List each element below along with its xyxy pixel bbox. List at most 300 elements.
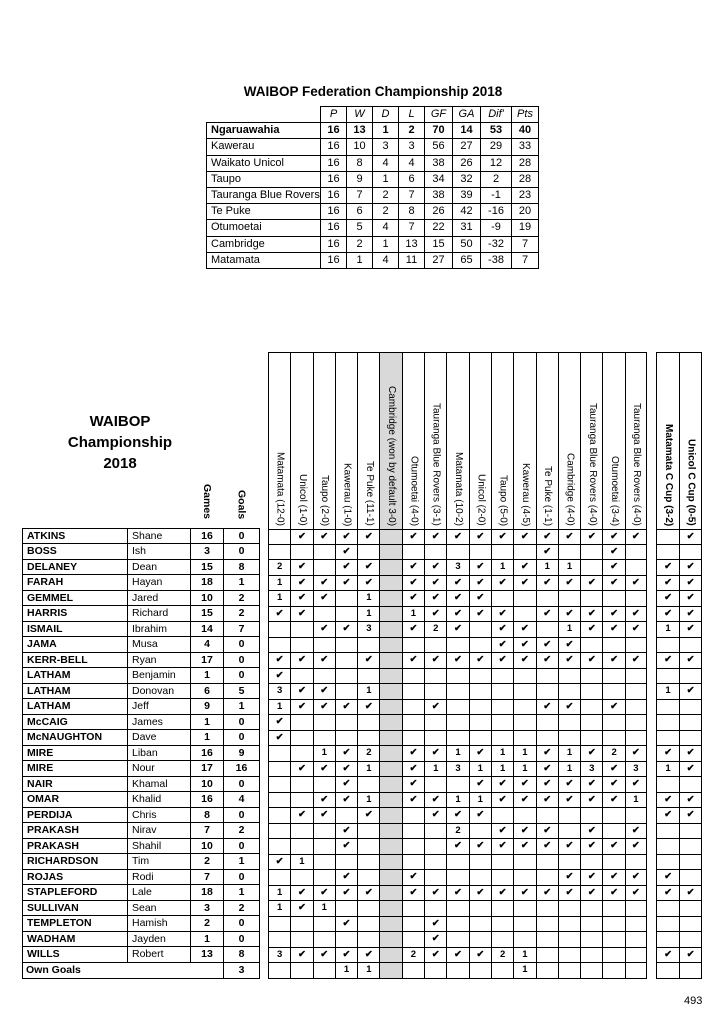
match-column-header <box>469 352 491 529</box>
goals-count-cell: 1 <box>491 762 513 778</box>
federation-column-header: Pts <box>512 107 539 123</box>
played-check-cell: ✔ <box>602 560 624 576</box>
match-column-label: Tauranga Blue Rovers (4-0) <box>630 403 642 526</box>
played-check-cell: ✔ <box>580 622 602 638</box>
match-cell <box>446 669 468 685</box>
match-column-header <box>424 352 446 529</box>
player-match-row <box>268 700 702 716</box>
match-cell <box>335 669 357 685</box>
stat-value: 1 <box>347 252 373 268</box>
stat-value: 28 <box>512 171 539 187</box>
match-column-header <box>536 352 558 529</box>
match-cell <box>558 963 580 979</box>
match-cell <box>469 932 491 948</box>
match-cell <box>580 684 602 700</box>
match-cell <box>268 870 290 886</box>
played-check-cell: ✔ <box>602 870 624 886</box>
player-goals: 0 <box>224 808 259 824</box>
match-cell <box>424 963 446 979</box>
played-check-cell: ✔ <box>335 948 357 964</box>
played-check-cell: ✔ <box>446 653 468 669</box>
stat-value: 7 <box>347 187 373 203</box>
player-firstname: Hamish <box>128 916 191 932</box>
match-cell <box>602 932 624 948</box>
match-cell <box>335 808 357 824</box>
player-row <box>23 637 259 653</box>
match-cell <box>536 948 558 964</box>
goals-count-cell: 1 <box>491 746 513 762</box>
played-check-cell: ✔ <box>656 653 679 669</box>
goals-count-cell: 1 <box>268 576 290 592</box>
match-cell <box>580 700 602 716</box>
stat-value: 16 <box>321 139 347 155</box>
match-cell <box>290 638 312 654</box>
played-check-cell: ✔ <box>402 870 424 886</box>
match-cell <box>513 808 535 824</box>
match-cell <box>379 545 401 561</box>
played-check-cell: ✔ <box>656 870 679 886</box>
player-surname: JAMA <box>23 637 128 653</box>
played-check-cell: ✔ <box>580 870 602 886</box>
federation-table-row <box>207 236 539 252</box>
player-games: 10 <box>191 777 224 793</box>
grid-gap <box>647 917 656 933</box>
played-check-cell: ✔ <box>491 777 513 793</box>
played-check-cell: ✔ <box>469 607 491 623</box>
match-cell <box>558 824 580 840</box>
stat-value: 26 <box>453 155 481 171</box>
player-goals: 2 <box>224 606 259 622</box>
match-cell <box>558 591 580 607</box>
match-cell <box>536 917 558 933</box>
player-match-row <box>268 591 702 607</box>
match-cell <box>379 917 401 933</box>
played-check-cell: ✔ <box>469 839 491 855</box>
played-check-cell: ✔ <box>513 560 535 576</box>
stat-value: -1 <box>481 187 512 203</box>
goals-count-cell: 1 <box>268 700 290 716</box>
match-cell <box>491 808 513 824</box>
match-cell <box>379 576 401 592</box>
played-check-cell: ✔ <box>424 932 446 948</box>
player-surname: TEMPLETON <box>23 916 128 932</box>
match-cell <box>625 684 647 700</box>
match-cell <box>679 700 702 716</box>
match-cell <box>536 932 558 948</box>
grid-gap <box>647 700 656 716</box>
player-goals: 2 <box>224 901 259 917</box>
match-cell <box>558 901 580 917</box>
player-surname: SULLIVAN <box>23 901 128 917</box>
played-check-cell: ✔ <box>491 886 513 902</box>
match-cell <box>402 715 424 731</box>
goals-count-cell: 3 <box>268 684 290 700</box>
goals-count-cell: 2 <box>602 746 624 762</box>
grid-gap <box>647 963 656 979</box>
played-check-cell: ✔ <box>357 560 379 576</box>
match-cell <box>656 917 679 933</box>
grid-gap <box>647 932 656 948</box>
played-check-cell: ✔ <box>335 777 357 793</box>
goals-count-cell: 1 <box>357 762 379 778</box>
player-match-row <box>268 886 702 902</box>
played-check-cell: ✔ <box>313 576 335 592</box>
match-cell <box>491 917 513 933</box>
played-check-cell: ✔ <box>335 545 357 561</box>
match-cell <box>469 870 491 886</box>
player-goals: 4 <box>224 792 259 808</box>
player-firstname: Khalid <box>128 792 191 808</box>
player-row <box>23 761 259 777</box>
championship-title-line: 2018 <box>103 455 137 472</box>
played-check-cell: ✔ <box>424 591 446 607</box>
goals-count-cell: 1 <box>656 622 679 638</box>
match-cell <box>290 917 312 933</box>
match-cell <box>656 777 679 793</box>
player-firstname: Tim <box>128 854 191 870</box>
goals-count-cell: 1 <box>268 886 290 902</box>
match-cell <box>656 529 679 545</box>
player-row <box>23 932 259 948</box>
played-check-cell: ✔ <box>402 591 424 607</box>
match-cell <box>679 715 702 731</box>
player-row <box>23 854 259 870</box>
goals-count-cell: 3 <box>446 560 468 576</box>
match-column-label: Tauranga Blue Rovers (3-1) <box>430 403 442 526</box>
player-goals: 7 <box>224 622 259 638</box>
stat-value: 38 <box>425 155 453 171</box>
match-cell <box>402 669 424 685</box>
played-check-cell: ✔ <box>558 839 580 855</box>
match-cell <box>491 963 513 979</box>
played-check-cell: ✔ <box>446 607 468 623</box>
player-firstname: Robert <box>128 947 191 963</box>
played-check-cell: ✔ <box>290 684 312 700</box>
match-cell <box>290 777 312 793</box>
goals-count-cell: 1 <box>290 855 312 871</box>
grid-gap <box>647 529 656 545</box>
federation-table <box>206 106 539 269</box>
match-cell <box>357 839 379 855</box>
match-cell <box>469 622 491 638</box>
played-check-cell: ✔ <box>602 545 624 561</box>
player-row <box>23 544 259 560</box>
match-cell <box>402 963 424 979</box>
stat-value: 2 <box>399 123 425 139</box>
match-cell <box>424 684 446 700</box>
player-firstname: Sean <box>128 901 191 917</box>
player-surname: HARRIS <box>23 606 128 622</box>
own-goals-total: 3 <box>238 963 245 976</box>
match-cell <box>602 948 624 964</box>
stat-value: 29 <box>481 139 512 155</box>
goals-count-cell: 2 <box>424 622 446 638</box>
match-cell <box>424 715 446 731</box>
stat-value: 40 <box>512 123 539 139</box>
goals-count-cell: 2 <box>446 824 468 840</box>
team-name: Tauranga Blue Rovers <box>207 187 321 203</box>
match-cell <box>679 963 702 979</box>
played-check-cell: ✔ <box>469 591 491 607</box>
player-firstname: Donovan <box>128 684 191 700</box>
player-match-row <box>268 653 702 669</box>
federation-column-header: W <box>347 107 373 123</box>
match-cell <box>379 731 401 747</box>
player-row <box>23 591 259 607</box>
grid-gap <box>647 948 656 964</box>
player-row <box>23 730 259 746</box>
player-games: 4 <box>191 637 224 653</box>
match-cell <box>536 669 558 685</box>
match-cell <box>602 963 624 979</box>
match-cell <box>625 638 647 654</box>
played-check-cell: ✔ <box>580 793 602 809</box>
match-cell <box>313 870 335 886</box>
played-check-cell: ✔ <box>656 560 679 576</box>
played-check-cell: ✔ <box>469 808 491 824</box>
match-cell <box>602 669 624 685</box>
match-cell <box>268 746 290 762</box>
stat-value: 4 <box>373 220 399 236</box>
played-check-cell: ✔ <box>536 607 558 623</box>
match-column-label: Otumoetai (4-0) <box>408 455 420 526</box>
played-check-cell: ✔ <box>357 700 379 716</box>
match-cell <box>513 591 535 607</box>
match-cell <box>602 715 624 731</box>
played-check-cell: ✔ <box>313 808 335 824</box>
federation-table-row <box>207 220 539 236</box>
played-check-cell: ✔ <box>424 607 446 623</box>
match-cell <box>379 638 401 654</box>
played-check-cell: ✔ <box>402 622 424 638</box>
match-cell <box>625 731 647 747</box>
player-row <box>23 885 259 901</box>
played-check-cell: ✔ <box>268 653 290 669</box>
goals-count-cell: 1 <box>402 607 424 623</box>
match-cell <box>290 746 312 762</box>
match-cell <box>290 963 312 979</box>
match-cell <box>290 622 312 638</box>
stat-value: 31 <box>453 220 481 236</box>
player-goals: 0 <box>224 839 259 855</box>
player-games: 8 <box>191 808 224 824</box>
player-match-row <box>268 793 702 809</box>
stat-value: 16 <box>321 155 347 171</box>
goals-count-cell: 1 <box>446 793 468 809</box>
match-cell <box>558 731 580 747</box>
match-column-label: Matamata C Cup (3-2) <box>663 423 675 526</box>
match-cell <box>446 545 468 561</box>
stat-value: 3 <box>373 139 399 155</box>
played-check-cell: ✔ <box>679 576 702 592</box>
match-cell <box>379 715 401 731</box>
played-check-cell: ✔ <box>656 808 679 824</box>
player-games: 15 <box>191 606 224 622</box>
played-check-cell: ✔ <box>446 886 468 902</box>
player-goals: 0 <box>224 637 259 653</box>
goals-count-cell: 1 <box>313 901 335 917</box>
player-firstname: Dean <box>128 560 191 576</box>
stat-value: -38 <box>481 252 512 268</box>
stat-value: -9 <box>481 220 512 236</box>
stat-value: 13 <box>399 236 425 252</box>
match-cell <box>313 607 335 623</box>
stat-value: 34 <box>425 171 453 187</box>
match-cell <box>625 948 647 964</box>
played-check-cell: ✔ <box>446 808 468 824</box>
match-column-header <box>446 352 468 529</box>
grid-gap <box>647 886 656 902</box>
player-row <box>23 560 259 576</box>
played-check-cell: ✔ <box>290 529 312 545</box>
player-games: 15 <box>191 560 224 576</box>
match-cell <box>536 963 558 979</box>
player-firstname: Shane <box>128 529 191 545</box>
played-check-cell: ✔ <box>357 886 379 902</box>
played-check-cell: ✔ <box>580 746 602 762</box>
played-check-cell: ✔ <box>357 576 379 592</box>
played-check-cell: ✔ <box>558 777 580 793</box>
page-number: 493 <box>684 995 703 1007</box>
player-games: 3 <box>191 544 224 560</box>
player-row <box>23 653 259 669</box>
stat-value: 39 <box>453 187 481 203</box>
grid-gap <box>647 855 656 871</box>
match-cell <box>402 901 424 917</box>
match-cell <box>446 932 468 948</box>
match-cell <box>313 731 335 747</box>
match-cell <box>290 793 312 809</box>
match-cell <box>602 824 624 840</box>
team-name: Matamata <box>207 252 321 268</box>
played-check-cell: ✔ <box>424 808 446 824</box>
match-column-label: Unicol C Cup (0-5) <box>685 439 697 526</box>
match-cell <box>602 638 624 654</box>
grid-gap <box>647 638 656 654</box>
played-check-cell: ✔ <box>513 622 535 638</box>
player-goals: 9 <box>224 746 259 762</box>
match-cell <box>424 777 446 793</box>
stat-value: 38 <box>425 187 453 203</box>
played-check-cell: ✔ <box>402 529 424 545</box>
played-check-cell: ✔ <box>469 653 491 669</box>
match-cell <box>558 855 580 871</box>
goals-count-cell: 2 <box>402 948 424 964</box>
match-cell <box>290 839 312 855</box>
played-check-cell: ✔ <box>290 901 312 917</box>
match-cell <box>379 870 401 886</box>
match-cell <box>656 839 679 855</box>
played-check-cell: ✔ <box>679 948 702 964</box>
played-check-cell: ✔ <box>513 824 535 840</box>
goals-count-cell: 1 <box>558 746 580 762</box>
played-check-cell: ✔ <box>558 886 580 902</box>
match-cell <box>625 591 647 607</box>
match-cell <box>424 669 446 685</box>
stat-value: 23 <box>512 187 539 203</box>
played-check-cell: ✔ <box>679 793 702 809</box>
played-check-cell: ✔ <box>656 576 679 592</box>
match-cell <box>335 684 357 700</box>
player-match-row <box>268 576 702 592</box>
played-check-cell: ✔ <box>402 793 424 809</box>
own-goals-label: Own Goals <box>23 963 224 979</box>
player-games: 9 <box>191 699 224 715</box>
played-check-cell: ✔ <box>536 653 558 669</box>
goals-count-cell: 1 <box>558 622 580 638</box>
match-cell <box>357 715 379 731</box>
played-check-cell: ✔ <box>424 700 446 716</box>
player-row <box>23 916 259 932</box>
player-goals: 0 <box>224 544 259 560</box>
played-check-cell: ✔ <box>580 886 602 902</box>
federation-column-header: GF <box>425 107 453 123</box>
player-firstname: Khamal <box>128 777 191 793</box>
match-column-label: Unicol (2-0) <box>475 474 487 526</box>
match-cell <box>656 901 679 917</box>
player-match-row <box>268 917 702 933</box>
stat-value: 14 <box>453 123 481 139</box>
played-check-cell: ✔ <box>491 653 513 669</box>
played-check-cell: ✔ <box>656 746 679 762</box>
match-cell <box>469 731 491 747</box>
stat-value: 13 <box>347 123 373 139</box>
player-firstname: Richard <box>128 606 191 622</box>
played-check-cell: ✔ <box>335 762 357 778</box>
played-check-cell: ✔ <box>313 684 335 700</box>
played-check-cell: ✔ <box>558 653 580 669</box>
grid-gap <box>647 901 656 917</box>
match-cell <box>536 808 558 824</box>
match-columns-header <box>268 352 702 529</box>
match-cell <box>580 715 602 731</box>
grid-gap <box>647 777 656 793</box>
stat-value: 42 <box>453 204 481 220</box>
match-cell <box>268 917 290 933</box>
stat-value: 70 <box>425 123 453 139</box>
team-name: Te Puke <box>207 204 321 220</box>
match-cell <box>268 762 290 778</box>
played-check-cell: ✔ <box>656 886 679 902</box>
player-surname: PRAKASH <box>23 823 128 839</box>
match-cell <box>656 715 679 731</box>
match-column-header <box>679 352 702 529</box>
played-check-cell: ✔ <box>536 839 558 855</box>
match-cell <box>290 824 312 840</box>
player-row <box>23 792 259 808</box>
played-check-cell: ✔ <box>491 824 513 840</box>
player-games: 1 <box>191 715 224 731</box>
played-check-cell: ✔ <box>290 886 312 902</box>
federation-column-header: Dif' <box>481 107 512 123</box>
player-match-row <box>268 746 702 762</box>
player-row <box>23 622 259 638</box>
played-check-cell: ✔ <box>602 762 624 778</box>
played-check-cell: ✔ <box>424 746 446 762</box>
stat-value: 16 <box>321 171 347 187</box>
played-check-cell: ✔ <box>625 777 647 793</box>
player-goals: 0 <box>224 730 259 746</box>
stat-value: 56 <box>425 139 453 155</box>
goals-count-cell: 3 <box>625 762 647 778</box>
player-firstname: Chris <box>128 808 191 824</box>
match-cell <box>268 622 290 638</box>
match-cell <box>268 963 290 979</box>
player-surname: WADHAM <box>23 932 128 948</box>
match-cell <box>379 684 401 700</box>
match-cell <box>536 731 558 747</box>
match-cell <box>379 901 401 917</box>
